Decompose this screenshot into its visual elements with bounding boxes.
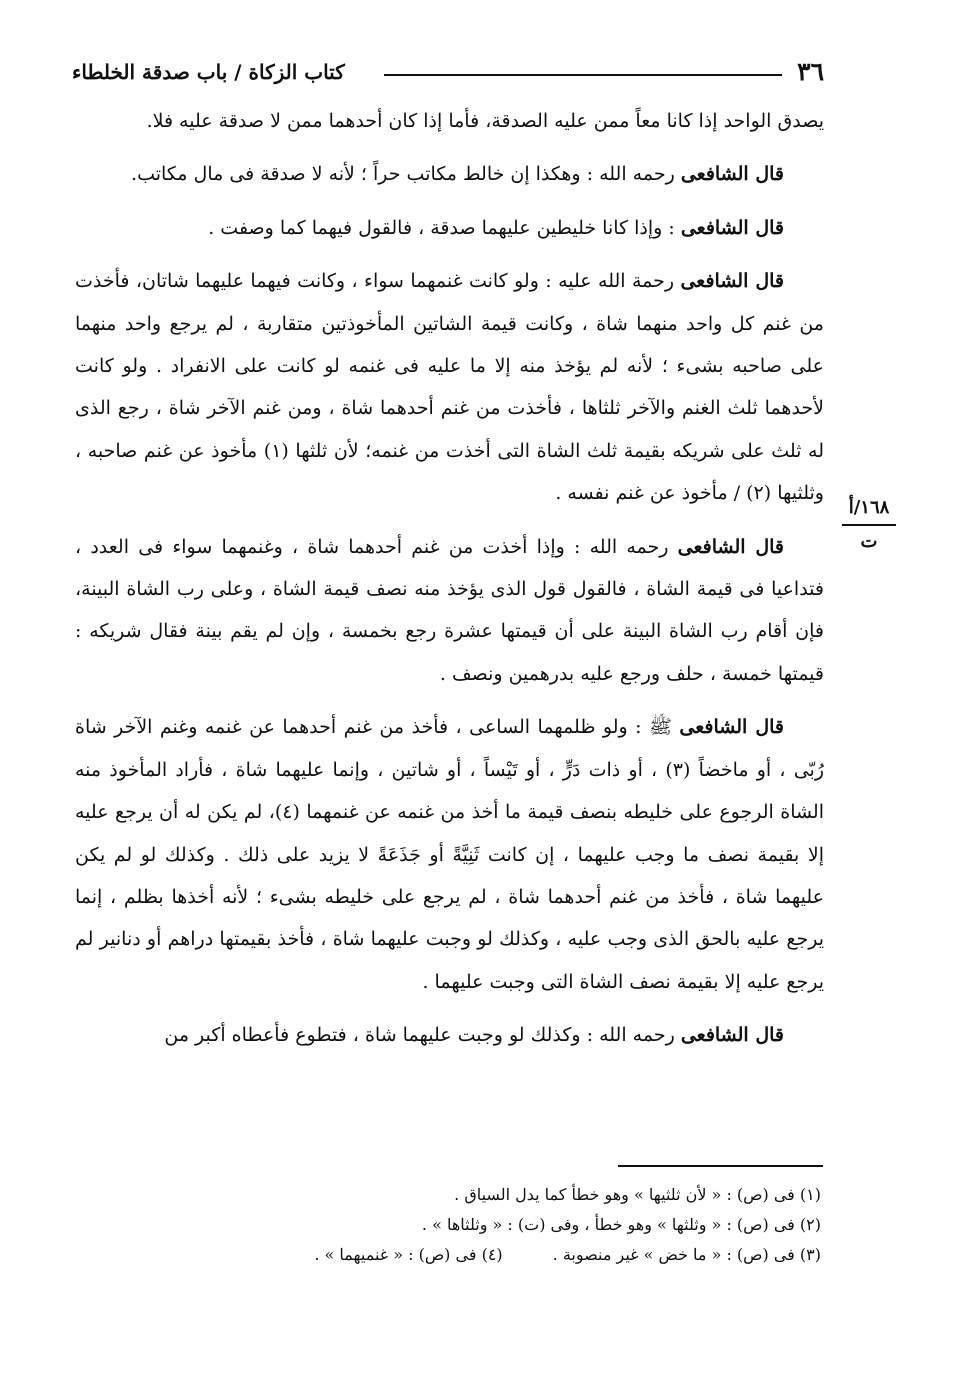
page-header [72,52,824,92]
manuscript-folio-note [838,494,900,556]
footnote-line [121,1240,821,1270]
paragraph-text: رحمه الله : وإذا أخذت من غنم أحدهما شاة ، وغنمهما سواء فى العدد ، فتداعيا فى قيمة الشاة ، فالقول قول الذى يؤخذ منه نصف قيمة الشاة ، وعلى رب الشاة البينة، فإن أقام رب الشاة البينة على أن قيمتها عشرة رجع بخمسة ، وإن لم يقم بينة فقال شريكه : قيمتها خمسة ، حلف ورجع عليه بدرهمين ونصف . [75,535,824,685]
speaker-label: قال الشافعى [680,163,784,186]
speaker-label: قال الشافعى [679,716,784,739]
main-text [75,100,824,1068]
paragraph-text: : وإذا كانا خليطين عليهما صدقة ، فالقول فيهما كما وصفت . [208,216,681,239]
footnote: (٣) فى (ص) : « ما خض » غير منصوبة . [552,1245,821,1264]
paragraph [75,526,824,696]
paragraph [75,153,824,195]
paragraph-text: رحمة الله عليه : ولو كانت غنمهما سواء ، وكانت فيهما عليهما شاتان، فأخذت من غنم كل واحد منهما شاة ، وكانت قيمة الشاتين المأخوذتين متقاربة ، لم يرجع واحد منهما على صاحبه بشىء ؛ لأنه لم يؤخذ منه إلا ما عليه فى غنمه لو كانت على الانفراد . ولو كانت لأحدهما ثلث الغنم والآخر ثلثاها ، فأخذت من غنم أحدهما شاة ، ومن غنم الآخر شاة ، رجع الذى له ثلث على شريكه بقيمة ثلث الشاة التى أخذت من غنمه؛ لأن ثلثها (١) مأخوذ عن غنم صاحبه ، وثلثيها (٢) / مأخوذ عن غنم نفسه . [75,270,824,505]
paragraph [75,207,824,249]
footnote: (٤) فى (ص) : « غنميهما » . [314,1245,503,1264]
folio-rule [842,524,896,526]
footnotes [121,1180,821,1270]
running-title: كتاب الزكاة / باب صدقة الخلطاء [72,60,345,84]
paragraph [75,706,824,1003]
footnote-separator [618,1165,823,1167]
speaker-label: قال الشافعى [677,535,784,558]
folio-reference: ١٦٨/أ [848,497,890,518]
header-rule [384,74,782,76]
paragraph-text: رحمه الله : وهكذا إن خالط مكاتب حراً ؛ لأنه لا صدقة فى مال مكاتب. [131,163,681,186]
paragraph-text: رحمه الله : وكذلك لو وجبت عليهما شاة ، فتطوع فأعطاه أكبر من [164,1024,681,1047]
footnote: (١) فى (ص) : « لأن ثلثيها » وهو خطأ كما يدل السياق . [454,1185,821,1204]
paragraph [75,1014,824,1056]
speaker-label: قال الشافعى [680,216,784,239]
speaker-label: قال الشافعى [680,270,784,293]
speaker-label: قال الشافعى [680,1024,784,1047]
footnote: (٢) فى (ص) : « وثلثها » وهو خطأ ، وفى (ت) : « وثلثاها » . [421,1215,821,1234]
paragraph [75,260,824,514]
page-number: ٣٦ [797,57,824,86]
paragraph [75,100,824,142]
manuscript-mark: ت [860,531,878,552]
paragraph-text: ﷺ : ولو ظلمهما الساعى ، فأخذ من غنم أحدهما عن غنمه وغنم الآخر شاة رُبّى ، أو ماخضاً (٣) ، أو ذات دَرٍّ ، أو تَيْساً ، أو شاتين ، وإنما عليهما شاة ، فأراد المأخوذ منه الشاة الرجوع على خليطه بنصف قيمة ما أخذ من غنمه عن غنمهما (٤)، لم يكن له أن يرجع عليه إلا بقيمة نصف ما وجب عليهما ، إن كانت ثَنِيَّةً أو جَذَعَةً لا يزيد على ذلك . وكذلك لو لم يكن عليهما شاة ، فأخذ من غنم أحدهما شاة ، لم يرجع على خليطه بشىء ؛ لأنه أخذها بظلم ، إنما يرجع عليه بالحق الذى وجب عليه ، وكذلك لو وجبت عليهما شاة ، فأخذ بقيمتها دراهم أو دنانير لم يرجع عليه إلا بقيمة نصف الشاة التى وجبت عليهما . [75,716,825,993]
paragraph-text: يصدق الواحد إذا كانا معاً ممن عليه الصدقة، فأما إذا كان أحدهما ممن لا صدقة عليه فلا. [146,110,824,132]
